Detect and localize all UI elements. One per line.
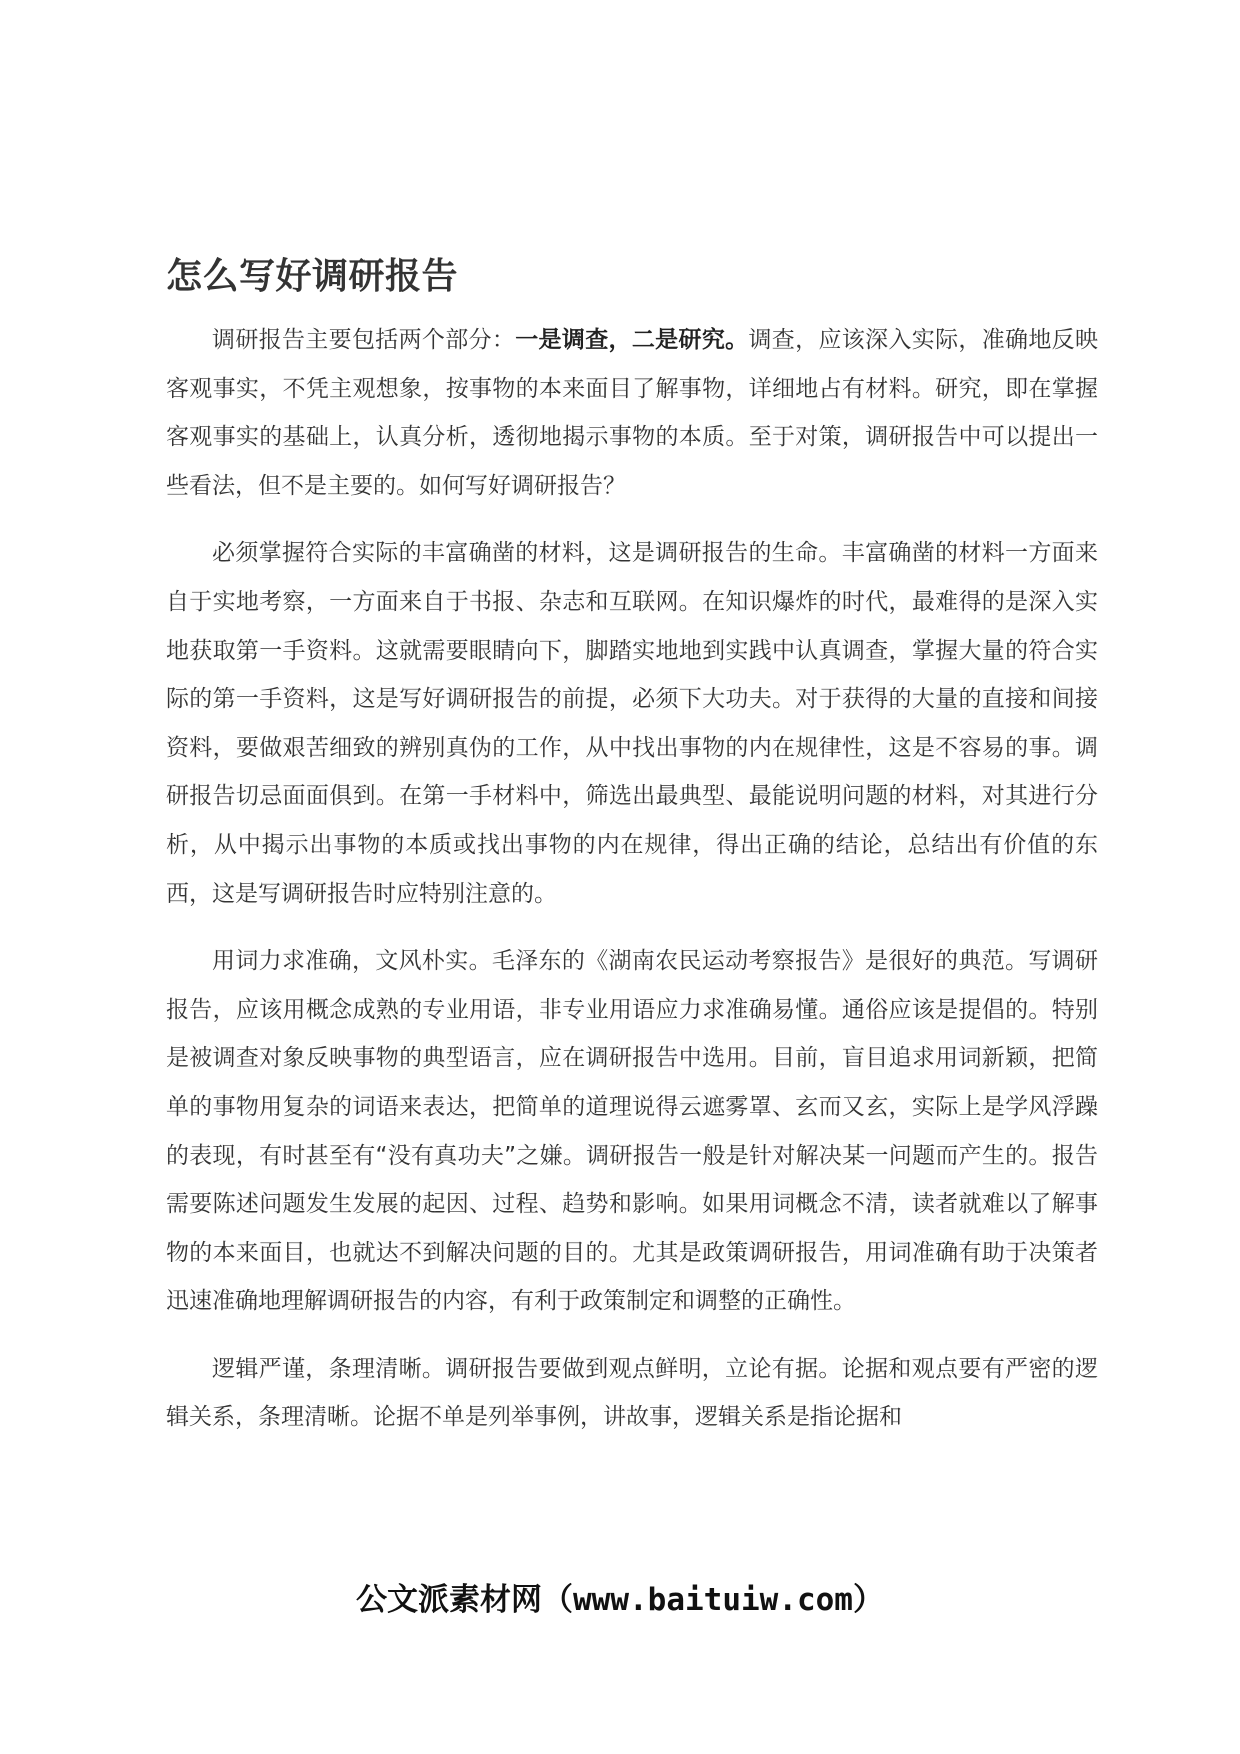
- paragraph-2: 必须掌握符合实际的丰富确凿的材料，这是调研报告的生命。丰富确凿的材料一方面来自于实地考察，一方面来自于书报、杂志和互联网。在知识爆炸的时代，最难得的是深入实地获取第一手资料。这就需要眼睛向下，脚踏实地地到实践中认真调查，掌握大量的符合实际的第一手资料，这是写好调研报告的前提，必须下大功夫。对于获得的大量的直接和间接资料，要做艰苦细致的辨别真伪的工作，从中找出事物的内在规律性，这是不容易的事。调研报告切忌面面俱到。在第一手材料中，筛选出最典型、最能说明问题的材料，对其进行分析，从中揭示出事物的本质或找出事物的内在规律，得出正确的结论，总结出有价值的东西，这是写调研报告时应特别注意的。: [166, 540, 1098, 907]
- paragraph-1-rest: 调查，应该深入实际，准确地反映客观事实，不凭主观想象，按事物的本来面目了解事物，详细地占有材料。研究，即在掌握客观事实的基础上，认真分析，透彻地揭示事物的本质。至于对策，调研报告中可以提出一些看法，但不是主要的。如何写好调研报告？: [166, 327, 1099, 499]
- footer-open-paren: （: [542, 1582, 574, 1618]
- document-body: [166, 316, 1098, 1461]
- footer-watermark: [0, 1578, 1240, 1622]
- footer-close-paren: ）: [852, 1582, 884, 1618]
- paragraph-1-lead: 调研报告主要包括两个部分：: [212, 327, 516, 353]
- paragraph-3: 用词力求准确，文风朴实。毛泽东的《湖南农民运动考察报告》是很好的典范。写调研报告，应该用概念成熟的专业用语，非专业用语应力求准确易懂。通俗应该是提倡的。特别是被调查对象反映事物的典型语言，应在调研报告中选用。目前，盲目追求用词新颖，把简单的事物用复杂的词语来表达，把简单的道理说得云遮雾罩、玄而又玄，实际上是学风浮躁的表现，有时甚至有“没有真功夫”之嫌。调研报告一般是针对解决某一问题而产生的。报告需要陈述问题发生发展的起因、过程、趋势和影响。如果用词概念不清，读者就难以了解事物的本来面目，也就达不到解决问题的目的。尤其是政策调研报告，用词准确有助于决策者迅速准确地理解调研报告的内容，有利于政策制定和调整的正确性。: [166, 948, 1098, 1315]
- footer-site-name: 公文派素材网: [356, 1582, 543, 1618]
- document-title: 怎么写好调研报告: [166, 255, 459, 297]
- paragraph-4: 逻辑严谨，条理清晰。调研报告要做到观点鲜明，立论有据。论据和观点要有严密的逻辑关系，条理清晰。论据不单是列举事例，讲故事，逻辑关系是指论据和: [166, 1355, 1098, 1431]
- paragraph-1-emphasis: 一是调查，二是研究。: [515, 327, 749, 353]
- footer-site-url: www.baituiw.com: [573, 1582, 853, 1618]
- paragraph-1: [166, 316, 1098, 510]
